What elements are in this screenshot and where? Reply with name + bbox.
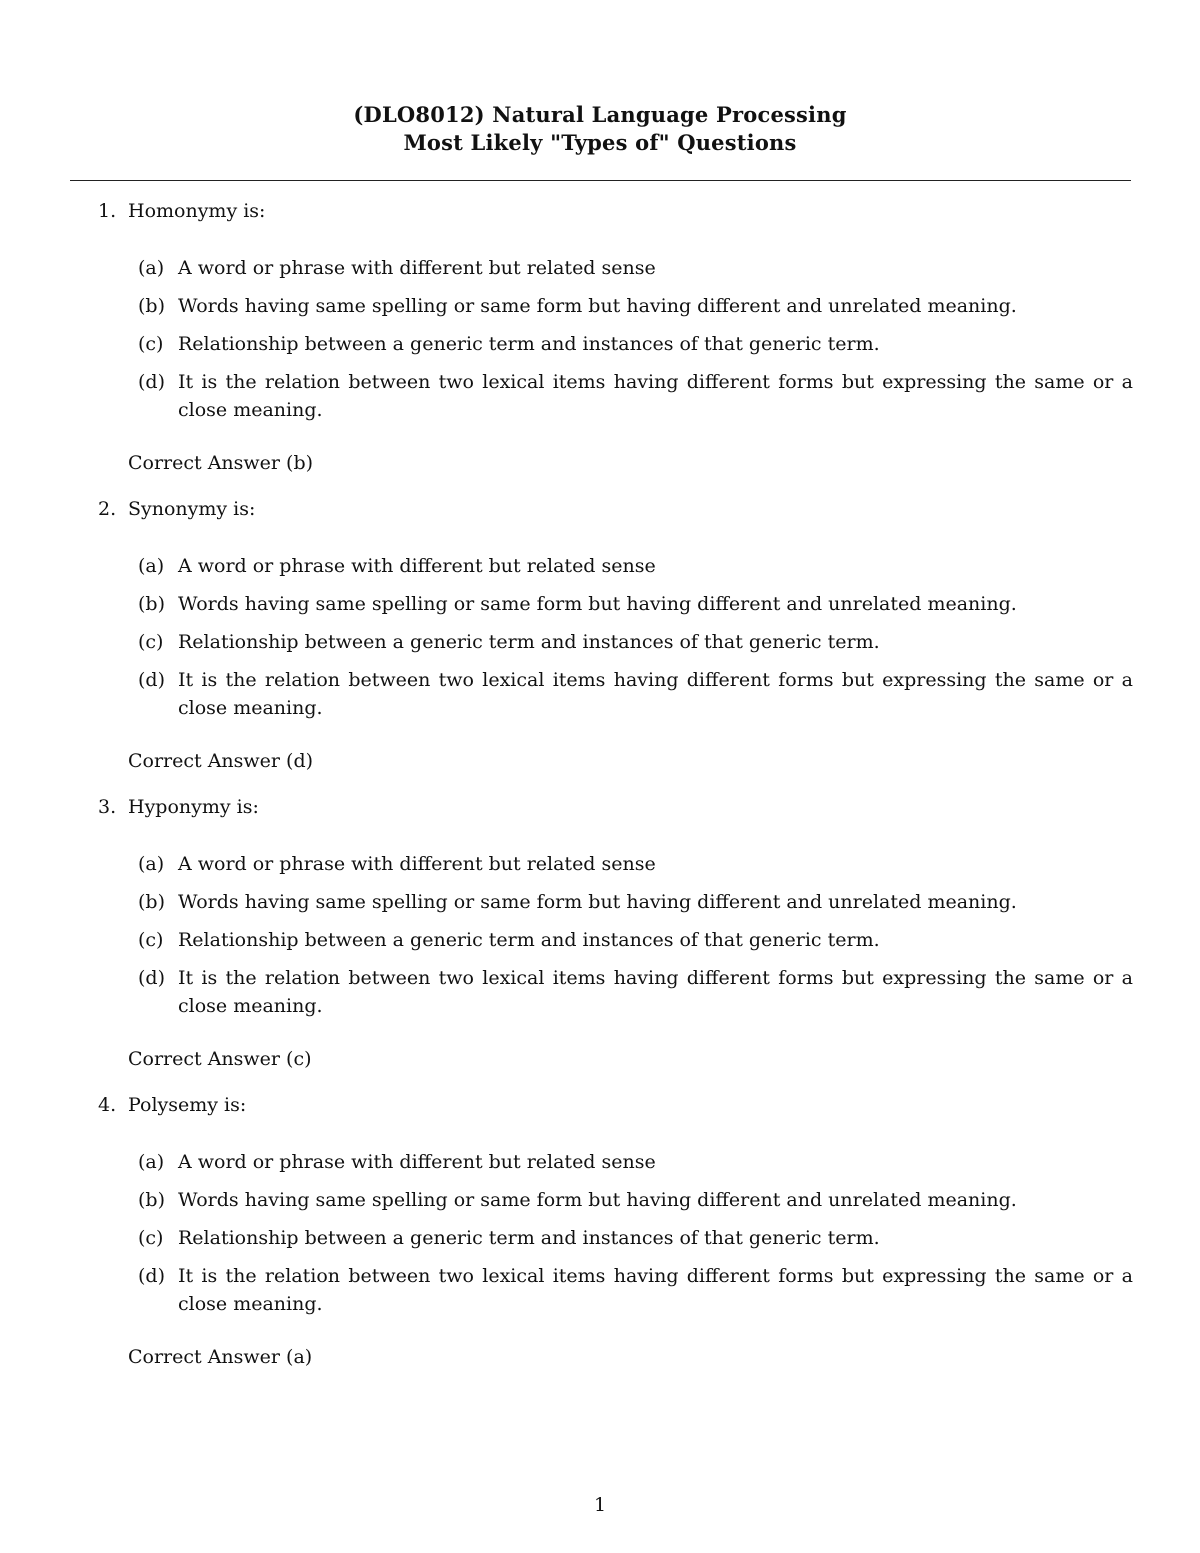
option-text: Relationship between a generic term and instances of that generic term. bbox=[178, 1227, 880, 1249]
option-letter: (d) bbox=[138, 1265, 165, 1287]
option-text: A word or phrase with different but related sense bbox=[178, 257, 656, 279]
option-letter: (a) bbox=[138, 1151, 165, 1173]
option-text: A word or phrase with different but related sense bbox=[178, 555, 656, 577]
option-text: Words having same spelling or same form but having different and unrelated meaning. bbox=[178, 1189, 1017, 1211]
option-text: It is the relation between two lexical items having different forms but expressing the same or a close meaning. bbox=[178, 669, 1133, 719]
question-prompt: Hyponymy is: bbox=[128, 796, 259, 818]
question-item bbox=[0, 796, 1200, 1094]
option-text: Words having same spelling or same form but having different and unrelated meaning. bbox=[178, 891, 1017, 913]
question-number: 4. bbox=[98, 1094, 117, 1116]
option-text: It is the relation between two lexical items having different forms but expressing the same or a close meaning. bbox=[178, 371, 1133, 421]
question-number: 3. bbox=[98, 796, 117, 818]
question-number: 1. bbox=[98, 200, 117, 222]
option-text: A word or phrase with different but related sense bbox=[178, 1151, 656, 1173]
question-item bbox=[0, 200, 1200, 498]
option-letter: (a) bbox=[138, 257, 165, 279]
question-item bbox=[0, 1094, 1200, 1392]
page-number: 1 bbox=[593, 1494, 607, 1516]
question-prompt: Homonymy is: bbox=[128, 200, 266, 222]
option-letter: (c) bbox=[138, 1227, 164, 1249]
option-text: Words having same spelling or same form but having different and unrelated meaning. bbox=[178, 295, 1017, 317]
option-letter: (d) bbox=[138, 967, 165, 989]
question-item bbox=[0, 498, 1200, 796]
option-letter: (b) bbox=[138, 1189, 165, 1211]
option-letter: (a) bbox=[138, 853, 165, 875]
document-title: (DLO8012) Natural Language Processing bbox=[353, 102, 847, 127]
option-letter: (b) bbox=[138, 891, 165, 913]
correct-answer: Correct Answer (a) bbox=[128, 1346, 313, 1368]
question-prompt: Polysemy is: bbox=[128, 1094, 247, 1116]
option-letter: (c) bbox=[138, 929, 164, 951]
option-letter: (c) bbox=[138, 333, 164, 355]
option-letter: (d) bbox=[138, 371, 165, 393]
correct-answer: Correct Answer (b) bbox=[128, 452, 314, 474]
option-letter: (a) bbox=[138, 555, 165, 577]
option-text: Relationship between a generic term and instances of that generic term. bbox=[178, 631, 880, 653]
option-letter: (c) bbox=[138, 631, 164, 653]
option-text: Relationship between a generic term and instances of that generic term. bbox=[178, 333, 880, 355]
question-list bbox=[0, 200, 1200, 1392]
option-text: Words having same spelling or same form but having different and unrelated meaning. bbox=[178, 593, 1017, 615]
option-text: A word or phrase with different but related sense bbox=[178, 853, 656, 875]
question-prompt: Synonymy is: bbox=[128, 498, 256, 520]
correct-answer: Correct Answer (d) bbox=[128, 750, 314, 772]
correct-answer: Correct Answer (c) bbox=[128, 1048, 312, 1070]
option-text: It is the relation between two lexical items having different forms but expressing the same or a close meaning. bbox=[178, 967, 1133, 1017]
document-subtitle: Most Likely "Types of" Questions bbox=[403, 130, 797, 155]
option-text: Relationship between a generic term and instances of that generic term. bbox=[178, 929, 880, 951]
option-text: It is the relation between two lexical items having different forms but expressing the same or a close meaning. bbox=[178, 1265, 1133, 1315]
option-letter: (d) bbox=[138, 669, 165, 691]
option-letter: (b) bbox=[138, 593, 165, 615]
question-number: 2. bbox=[98, 498, 117, 520]
header-divider bbox=[70, 180, 1131, 181]
option-letter: (b) bbox=[138, 295, 165, 317]
